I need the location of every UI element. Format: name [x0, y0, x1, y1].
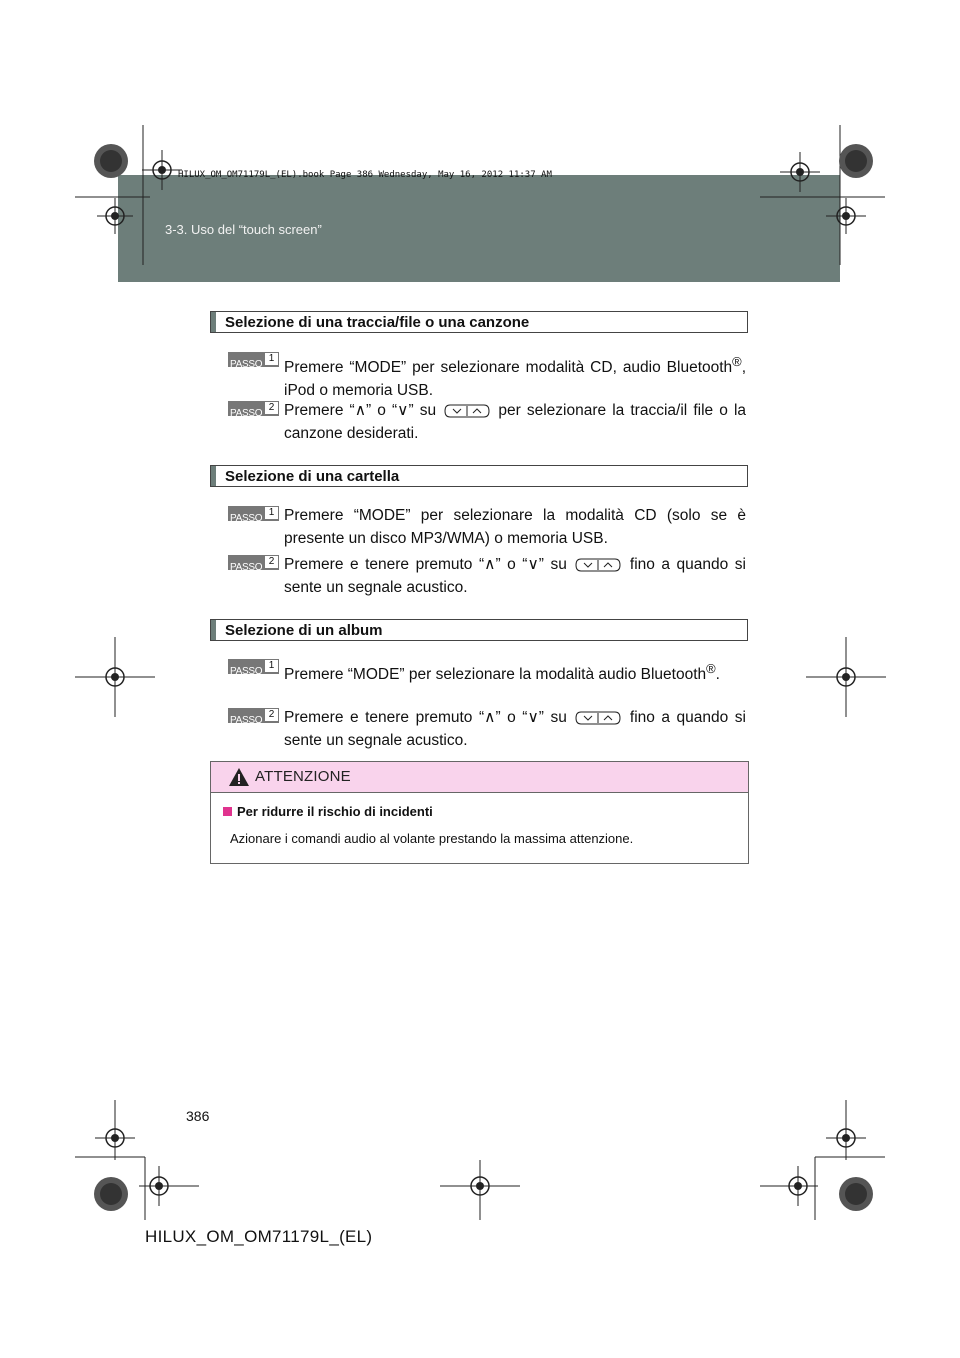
step-text: Premere “∧” o “∨” su per selezionare la traccia/il file o la canzone desiderati.	[284, 402, 747, 442]
caution-subheading: Per ridurre il rischio di incidenti	[223, 804, 433, 819]
registered-mark: ®	[732, 354, 742, 369]
step-badge: PASSO 2	[228, 555, 279, 570]
steering-switch-icon	[575, 711, 621, 725]
step-item	[228, 399, 746, 445]
heading-accent	[211, 466, 216, 486]
document-footer: HILUX_OM_OM71179L_(EL)	[145, 1227, 373, 1246]
step-text: Premere e tenere premuto “∧” o “∨” su fino a quando si sente un segnale acustico.	[284, 709, 746, 749]
heading-accent	[211, 312, 216, 332]
registration-mark-icon	[760, 1100, 885, 1230]
step-text: Premere “MODE” per selezionare la modalità audio Bluetooth®.	[284, 661, 720, 684]
page-number: 386	[186, 1108, 210, 1124]
registration-mark-icon	[75, 125, 150, 265]
warning-triangle-icon	[228, 767, 250, 787]
steering-switch-icon	[575, 558, 621, 572]
step-text: Premere e tenere premuto “∧” o “∨” su fino a quando si sente un segnale acustico.	[284, 556, 746, 596]
registered-mark: ®	[706, 661, 716, 676]
section-heading	[210, 311, 748, 333]
step-item	[228, 350, 746, 402]
registration-mark-icon	[440, 1160, 520, 1220]
caution-body: Azionare i comandi audio al volante prestando la massima attenzione.	[230, 831, 634, 846]
step-badge: PASSO 1	[228, 659, 279, 674]
step-badge: PASSO 2	[228, 401, 279, 416]
registration-mark-icon	[760, 125, 885, 265]
step-item	[228, 504, 746, 550]
section-heading-text: Selezione di un album	[225, 622, 383, 639]
registration-mark-icon	[142, 150, 182, 190]
caution-title: ATTENZIONE	[255, 768, 351, 785]
steering-switch-icon	[444, 404, 490, 418]
step-text: Premere “MODE” per selezionare la modalità CD (solo se è presente un disco MP3/WMA) o memoria USB.	[284, 507, 746, 547]
section-heading-text: Selezione di una cartella	[225, 468, 400, 485]
section-heading-text: Selezione di una traccia/file o una canzone	[225, 314, 530, 331]
registration-mark-icon	[75, 637, 155, 717]
registration-mark-icon	[806, 637, 886, 717]
section-heading	[210, 619, 748, 641]
caution-box	[210, 761, 749, 864]
heading-accent	[211, 620, 216, 640]
step-item	[228, 706, 746, 752]
book-info-line: HILUX_OM_OM71179L_(EL).book Page 386 Wednesday, May 16, 2012 11:37 AM	[178, 170, 552, 180]
step-badge: PASSO 2	[228, 708, 279, 723]
caution-header	[211, 762, 748, 793]
step-item	[228, 553, 746, 599]
step-item	[228, 657, 746, 686]
step-badge: PASSO 1	[228, 352, 279, 367]
bullet-square-icon	[223, 807, 232, 816]
step-badge: PASSO 1	[228, 506, 279, 521]
section-heading	[210, 465, 748, 487]
step-text: Premere “MODE” per selezionare modalità CD, audio Bluetooth®, iPod o memoria USB.	[284, 354, 746, 400]
section-reference: 3-3. Uso del “touch screen”	[165, 222, 322, 237]
